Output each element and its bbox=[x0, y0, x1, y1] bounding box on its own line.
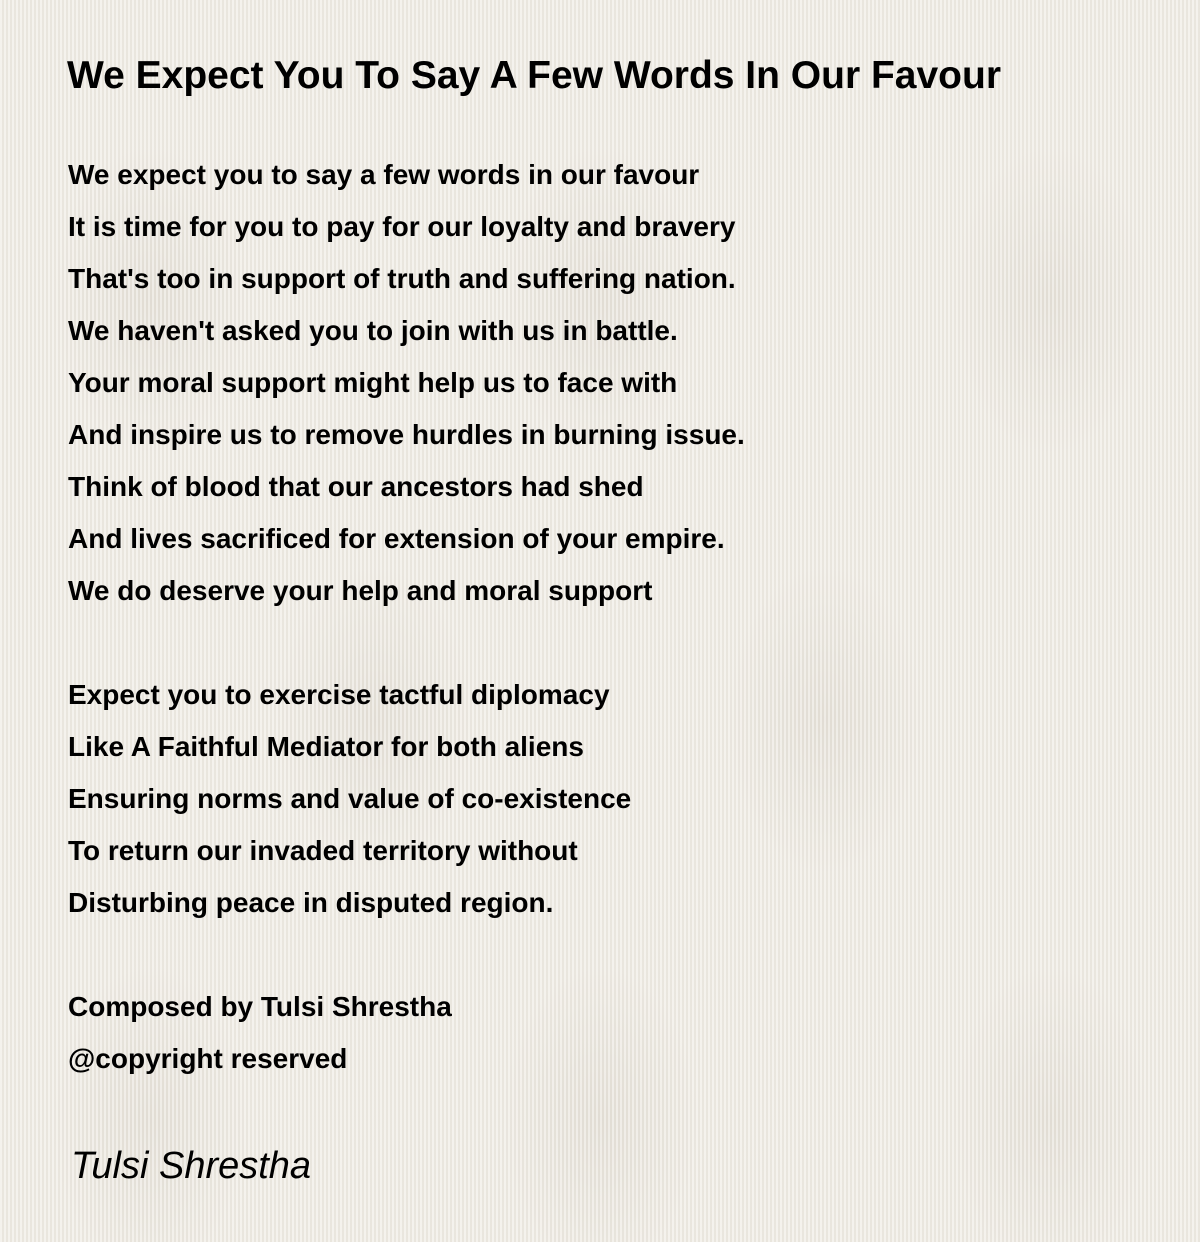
stanza-break bbox=[68, 929, 1168, 981]
poem-line: That's too in support of truth and suffering nation. bbox=[68, 263, 736, 294]
poem-line: It is time for you to pay for our loyalty and bravery bbox=[68, 211, 736, 242]
poem-author: Tulsi Shrestha bbox=[71, 1145, 312, 1187]
poem-line: And lives sacrificed for extension of your empire. bbox=[68, 523, 725, 554]
copyright-notice: @copyright reserved bbox=[68, 1043, 348, 1074]
poem-line: And inspire us to remove hurdles in burning issue. bbox=[68, 419, 745, 450]
poem-line: Think of blood that our ancestors had shed bbox=[68, 471, 644, 502]
stanza-break bbox=[68, 617, 1168, 669]
poem-line: Expect you to exercise tactful diplomacy bbox=[68, 679, 610, 710]
poem-title: We Expect You To Say A Few Words In Our Favour bbox=[67, 54, 1002, 97]
poem-line: To return our invaded territory without bbox=[68, 835, 578, 866]
poem-line: Ensuring norms and value of co-existence bbox=[68, 783, 632, 814]
poem-line: We expect you to say a few words in our favour bbox=[68, 159, 700, 190]
poem-body bbox=[68, 149, 1168, 1085]
poem-line: We do deserve your help and moral support bbox=[68, 575, 653, 606]
composer-credit: Composed by Tulsi Shrestha bbox=[68, 991, 452, 1022]
poem-line: Like A Faithful Mediator for both aliens bbox=[68, 731, 584, 762]
poem-line: We haven't asked you to join with us in battle. bbox=[68, 315, 678, 346]
poem-line: Your moral support might help us to face with bbox=[68, 367, 678, 398]
poem-line: Disturbing peace in disputed region. bbox=[68, 887, 554, 918]
